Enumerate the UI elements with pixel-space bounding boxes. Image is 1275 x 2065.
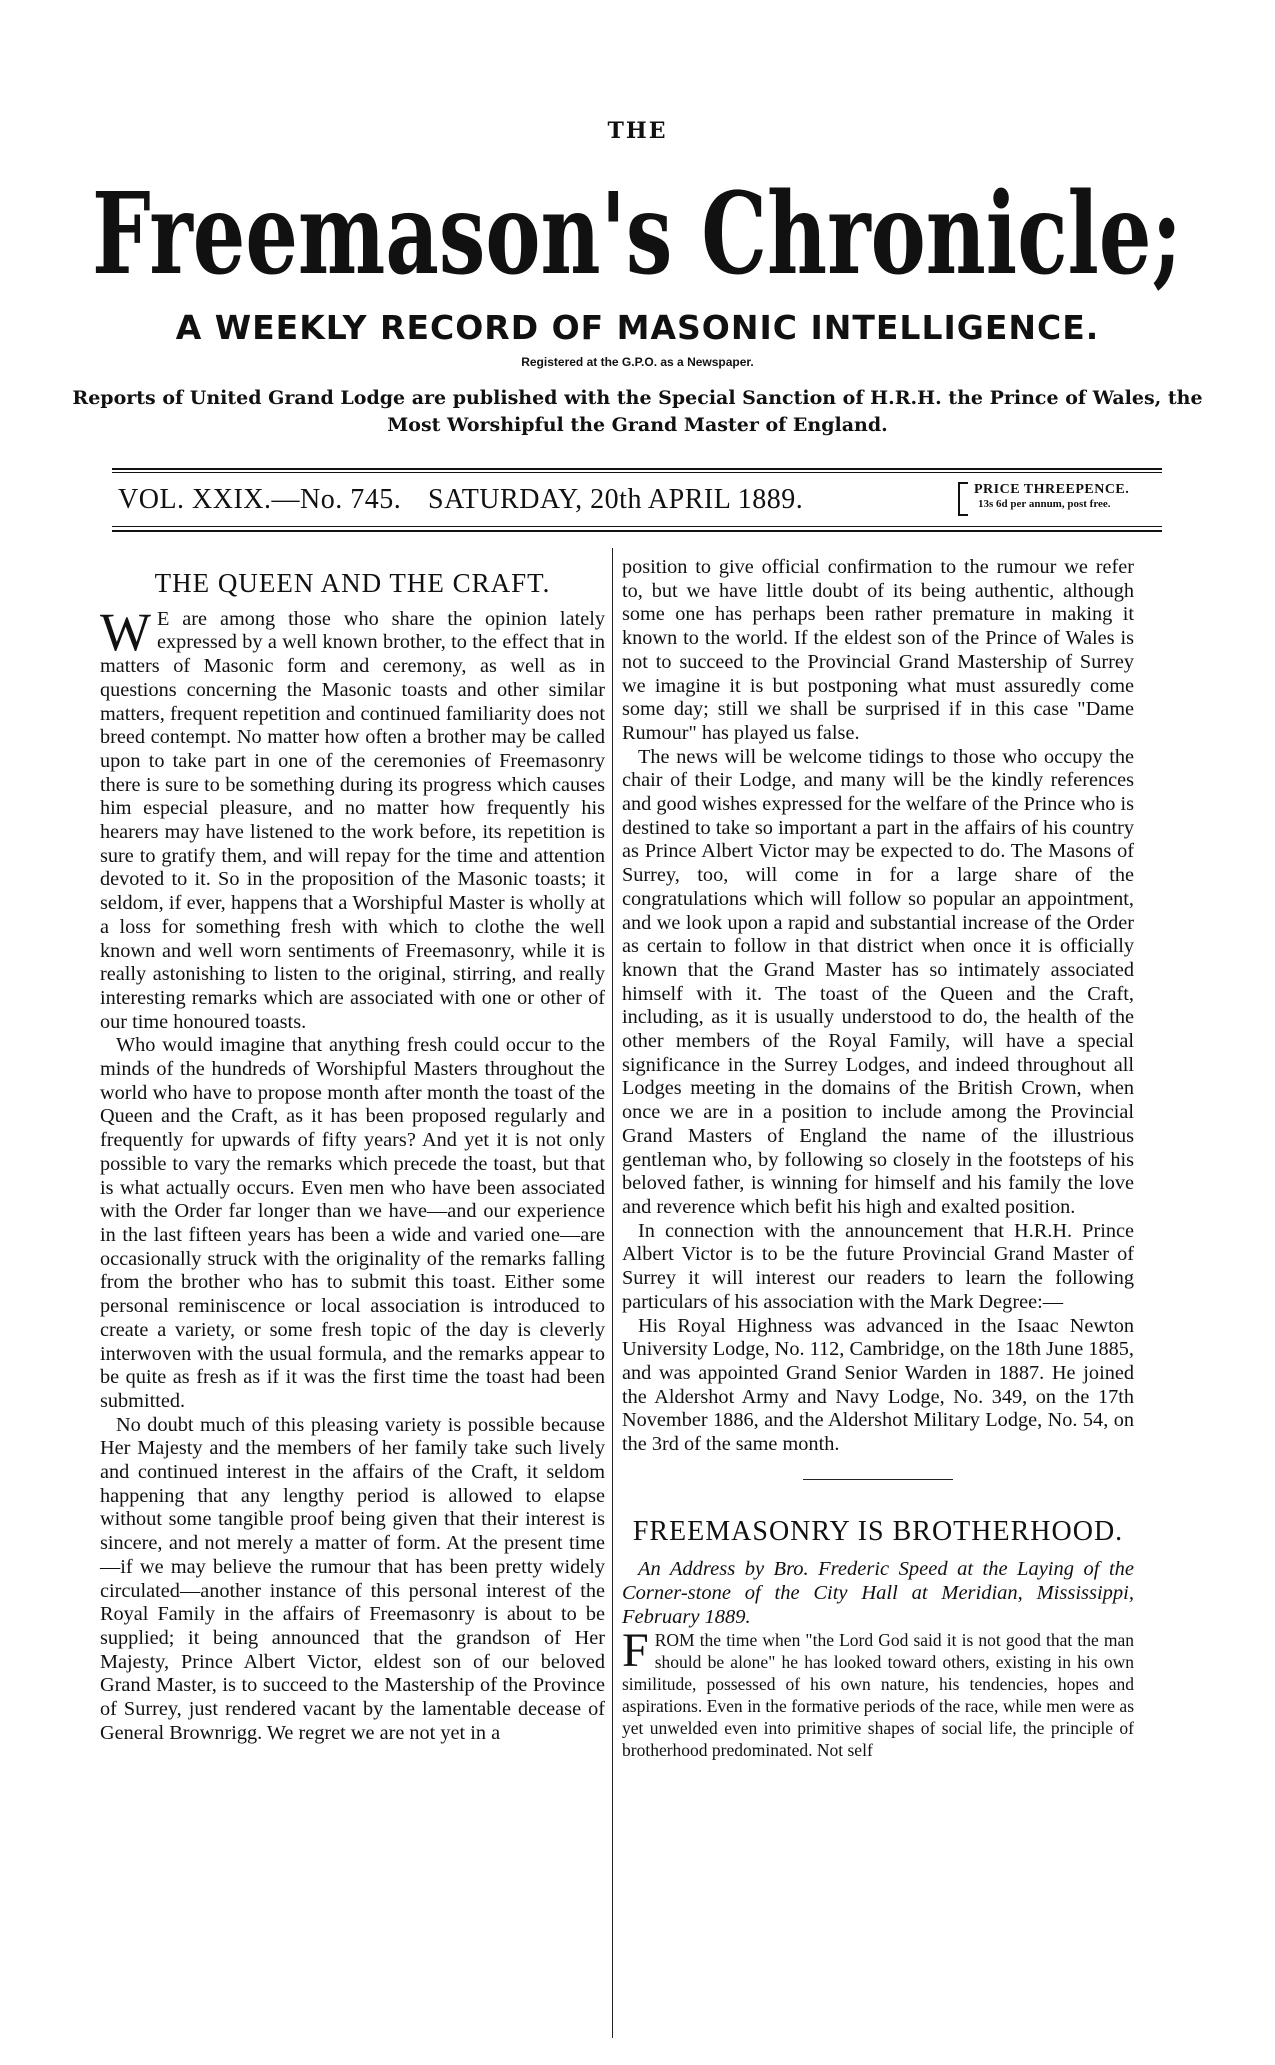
section-divider	[803, 1479, 953, 1480]
article-paragraph: W E are among those who share the opinion lately expressed by a well known brother, to the effect that in matters of Masonic form and ceremony, as well as in questions concerning the Masonic toasts and other similar matters, frequent repetition and continued familiarity does not breed contempt. No matter how often a brother may be called upon to take part in one of the ceremonies of Freemasonry there is sure to be something during its progress which causes him especial pleasure, and no matter how frequently his hearers may have listened to the work before, its repetition is sure to gratify them, and will repay for the time and attention devoted to it. So in the proposition of the Masonic toasts; it seldom, if ever, happens that a Worshipful Master is wholly at a loss for something fresh with which to clothe the well known and well worn sentiments of Freemasonry, while it is really astonishing to listen to the original, stirring, and really interesting remarks which are associated with one or other of our time honoured toasts.	[100, 601, 605, 1033]
masthead-blackletter	[80, 155, 1195, 305]
registration-note: Registered at the G.P.O. as a Newspaper.	[521, 355, 754, 369]
article-paragraph: Who would imagine that anything fresh could occur to the minds of the hundreds of Worshipful Masters throughout the world who have to propose month after month the toast of the Queen and the Craft, as it has been proposed regularly and frequently for upwards of fifty years? And yet it is not only possible to vary the remarks which precede the toast, but that is what actually occurs. Even men who have been associated with the Order far longer than we have—and our experience in the last fifteen years has been a wide and varied one—are occasionally struck with the originality of the remarks falling from the brother who has to submit this toast. Either some personal reminiscence or local association is introduced to create a variety, or some fresh topic of the day is cleverly interwoven with the usual formula, and the remarks appear to be quite as fresh as if it was the first time the toast had been submitted.	[100, 1034, 605, 1412]
left-column	[100, 568, 605, 1745]
price-bracket	[958, 482, 968, 516]
article-paragraph: FROM the time when "the Lord God said it is not good that the man should be alone" he has looked toward others, existing in his own similitude, possessed of his own nature, his tendencies, hopes and aspirations. Even in the formative periods of the race, while men were as yet unwelded even into primitive shapes of social life, the principle of brotherhood predominated. Not self	[622, 1624, 1134, 1761]
right-column	[622, 556, 1134, 1761]
article-paragraph: The news will be welcome tidings to those who occupy the chair of their Lodge, and many will be the kindly references and good wishes expressed for the welfare of the Prince who is destined to take so important a part in the affairs of his country as Prince Albert Victor may be expected to do. The Masons of Surrey, too, will come in for a large share of the congratulations which will follow so popular an appointment, and we look upon a rapid and substantial increase of the Order as certain to follow in that district when once it is officially known that the Grand Master has so intimately associated himself with it. The toast of the Queen and the Craft, including, as it is usually understood to do, the health of the other members of the Royal Family, will have a special significance in the Surrey Lodges, and indeed throughout all Lodges meeting in the domains of the British Crown, when once we are in a position to include among the Provincial Grand Masters of England the name of the illustrious gentleman who, by following so closely in the footsteps of his beloved father, is winning for himself and his family the love and reverence which befit his high and exalted position.	[622, 745, 1134, 1218]
article-byline: An Address by Bro. Frederic Speed at the Laying of the Corner-stone of the City Hall at Meridian, Mississippi, February 1889.	[622, 1558, 1134, 1629]
price-box	[958, 480, 1158, 516]
drop-cap: W	[100, 601, 151, 662]
masthead-the: THE	[607, 118, 668, 144]
issue-line	[118, 480, 1158, 520]
volume-number: VOL. XXIX.—No. 745.	[118, 484, 402, 515]
issue-date: SATURDAY, 20th APRIL 1889.	[428, 484, 804, 515]
article-title: FREEMASONRY IS BROTHERHOOD.	[632, 1515, 1124, 1547]
header-rule-top-thin	[112, 472, 1162, 473]
header-rule-bottom	[112, 526, 1162, 527]
article-paragraph: position to give official confirmation to the rumour we refer to, but we have little doubt of its being authentic, although some one has perhaps been rather premature in making it known to the world. If the eldest son of the Prince of Wales is not to succeed to the Provincial Grand Mastership of Surrey we imagine it is but postponing what must assuredly come some day; still we shall be surprised if in this case "Dame Rumour" has played us false.	[622, 556, 1134, 744]
header-rule-top	[112, 468, 1162, 470]
masthead-subtitle: A WEEKLY RECORD OF MASONIC INTELLIGENCE.	[175, 308, 1100, 347]
drop-cap: F	[622, 1624, 649, 1678]
subscription-price: 13s 6d per annum, post free.	[978, 498, 1111, 510]
masthead-title	[80, 155, 1195, 305]
header-rule-bottom-thick	[112, 530, 1162, 532]
article-paragraph: No doubt much of this pleasing variety is possible because Her Majesty and the members of her family take such lively and continued interest in the affairs of the Craft, it seldom happening that any lengthy period is allowed to elapse without some tangible proof being given that their interest is sincere, and not merely a matter of form. At the present time—if we may believe the rumour that has been pretty widely circulated—another instance of this personal interest of the Royal Family in the affairs of Freemasonry is about to be supplied; it being announced that the grandson of Her Majesty, Prince Albert Victor, eldest son of our beloved Grand Master, is to succeed to the Mastership of the Province of Surrey, just rendered vacant by the lamentable decease of General Brownrigg. We regret we are not yet in a	[100, 1413, 605, 1744]
column-divider	[612, 548, 613, 2038]
masthead-title-text: Freemason's Chronicle;	[92, 169, 1182, 300]
article-title: THE QUEEN AND THE CRAFT.	[154, 568, 551, 598]
article-paragraph: In connection with the announcement that H.R.H. Prince Albert Victor is to be the future Provincial Grand Master of Surrey it will interest our readers to learn the following particulars of his association with the Mark Degree:—	[622, 1219, 1134, 1313]
publication-notice: Reports of United Grand Lodge are published with the Special Sanction of H.R.H. the Prince of Wales, the Most Worshipful the Grand Master of England.	[72, 387, 1203, 436]
price: PRICE THREEPENCE.	[974, 482, 1130, 497]
article-paragraph: His Royal Highness was advanced in the Isaac Newton University Lodge, No. 112, Cambridge, on the 18th June 1885, and was appointed Grand Senior Warden in 1887. He joined the Aldershot Army and Navy Lodge, No. 349, on the 17th November 1886, and the Aldershot Military Lodge, No. 54, on the 3rd of the same month.	[622, 1314, 1134, 1456]
